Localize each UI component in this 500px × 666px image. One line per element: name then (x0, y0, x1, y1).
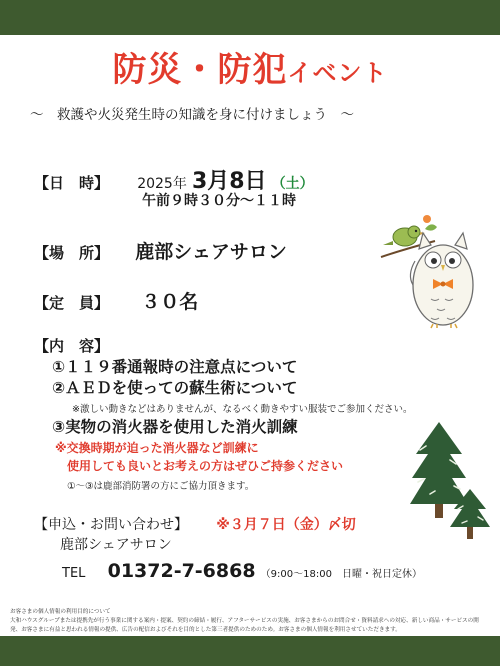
note-extinguisher-1: ※交換時期が迫った消火器など訓練に (55, 441, 259, 455)
bottom-band (0, 636, 500, 666)
privacy-body: 大和ハウスグループまたは提携先が行う事業に関する案内・提案、契約の締結・履行、アフターサービスの実施、お客さまからのお問合せ・資料請求への対応、新しい商品・サービスの開発、お客さまに有益と思われる情報の提供、広告の配信およびそれを目的とした第三者提供のためのため。お客さまの個人情報を利用させていただきます。 (10, 618, 479, 633)
place-value: 鹿部シェアサロン (135, 241, 287, 263)
top-band (0, 0, 500, 35)
contact-label: 【申込・お問い合わせ】 (34, 517, 188, 533)
capacity-value: ３０名 (141, 291, 199, 313)
date-time: 午前９時３０分～１１時 (142, 193, 296, 209)
date-year: 2025年 (137, 176, 187, 192)
subtitle: ～ 救護や火災発生時の知識を身に付けましょう ～ (30, 107, 354, 123)
content-item-2: ②ＡＥＤを使っての蘇生術について (52, 379, 298, 397)
tree-small-illustration (448, 487, 492, 547)
contact-name: 鹿部シェアサロン (60, 537, 172, 553)
content-item-1: ①１１９番通報時の注意点について (52, 358, 298, 376)
event-title (0, 42, 500, 91)
capacity-row (34, 287, 198, 314)
capacity-label: 【定 員】 (34, 294, 110, 312)
place-label: 【場 所】 (34, 244, 110, 262)
date-day: 3月8日 (191, 169, 267, 194)
date-weekday: （土） (271, 176, 314, 192)
tel-number: 01372-7-6868 (107, 560, 256, 582)
content-item-3: ③実物の消火器を使用した消火訓練 (52, 418, 298, 436)
place-row (34, 237, 287, 264)
contact-row (34, 514, 356, 534)
owl-illustration (375, 205, 475, 330)
tel-label: TEL (62, 566, 86, 581)
note-extinguisher-2: 使用しても良いとお考えの方はぜひご持参ください (67, 459, 344, 473)
privacy-heading: お客さまの個人情報の利用目的について (10, 609, 111, 615)
content-label: 【内 容】 (34, 337, 110, 355)
title-suffix: イベント (287, 59, 388, 87)
note-clothes: ※激しい動きなどはありませんが、なるべく動きやすい服装でご参加ください。 (72, 404, 413, 415)
tel-row (62, 560, 422, 582)
date-label: 【日 時】 (34, 174, 110, 192)
deadline: ※３月７日（金）〆切 (216, 517, 356, 533)
note-fire-dept: ①～③は鹿部消防署の方にご協力頂きます。 (67, 481, 255, 492)
title-main: 防災・防犯 (112, 50, 288, 90)
tel-hours: （9:00～18:00 日曜・祝日定休） (260, 569, 422, 580)
privacy-notice (10, 608, 490, 635)
